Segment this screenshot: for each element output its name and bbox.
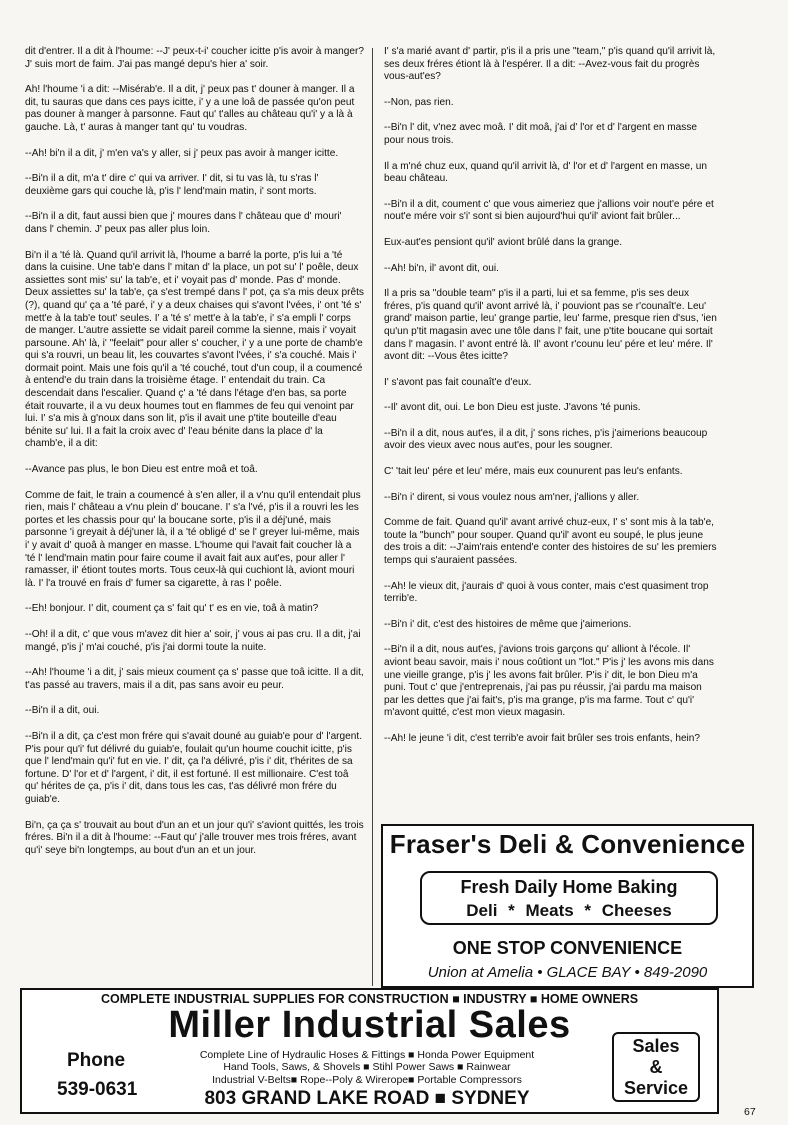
paragraph: --Bi'n il a dit, ça c'est mon frére qui s'avait douné au guiab'e pour d' l'argent. P'is pour qu'i' fut délivré du guiab'e, foulait qu'un houme couchit icitte, p'is que l' lend'main qu'i' fut en vie. I' dit, ça l'a délivré, p'is i' dit, t'hérites de sa fortune. D' l'or et d' l'argent, i' dit, il est fortuné. Il est millionaire. C'est toâ qu' hérites de ça, p'is i' dit, dans tous les cas, t'as délivré mon frére du guiab'e.	[25, 730, 362, 805]
paragraph: --Oh! il a dit, c' que vous m'avez dit hier a' soir, j' vous ai pas cru. Il a dit, j'ai mangé, p'is j' m'ai couché, p'is j'ai dormi toute la nuite.	[25, 628, 361, 653]
miller-ad-name: Miller Industrial Sales	[168, 1004, 571, 1046]
paragraph: --Bi'n il a dit, oui.	[25, 705, 100, 717]
paragraph: --Non, pas rien.	[384, 96, 454, 108]
miller-ad-phone: 539-0631	[57, 1079, 138, 1100]
paragraph: Comme de fait, le train a coumencé à s'en aller, il a v'nu qu'il entendait plus rien, mais l' château a v'nu plein d' boucane. I' s'a l'vé, p'is il a rouvri les les portes et les chassis pour qu' la boucane sorte, p'is il a déj'uné, mais parsonne 'i greyait à déj'uner là, il a 'té obligé d' se l' greyer lui-même, mais i' y avait d' quoâ à manger en masse. L'houme qui l'avait fait coucher là a 'té l' lend'main matin pour faire coume il avait fait aux aut'es, pour aller l' ramasser, il' étiont toutes morts. Tous ceux-là qui cuchiont là, aviont mouri là. I' l'a trouvé en frais d' fumer sa cigarette, à ras l' poêle.	[25, 489, 361, 589]
paragraph: --Bi'n il a dit, faut aussi bien que j' moures dans l' château que d' mouri' dans l' chemin. J' peux pas aller plus loin.	[25, 211, 342, 235]
paragraph: I' s'a marié avant d' partir, p'is il a pris une "team," p'is quand qu'il arrivit là, ses deux fréres étiont là à l'espérer. Il a dit: --Avez-vous fait du progrès vous-aut'es?	[384, 46, 716, 83]
deli-ad-items: Deli * Meats * Cheeses	[466, 901, 672, 920]
deli-ad-title: Fraser's Deli & Convenience	[389, 829, 746, 859]
paragraph: --Ah! l'houme 'i a dit, j' sais mieux coument ça s' passe que toâ icitte. Il a dit, t'as passé au travers, mais il a dit, pas sans avoir eu peur.	[25, 667, 364, 691]
paragraph: --Bi'n il a dit, nous aut'es, j'avions trois garçons qu' alliont à l'école. Il' aviont beau savoir, mais i' nous coûtiont un "lot." P'is j' les avons mis dans une vieille grange, p'is j' les avons fait brûler. P'is i' dit, le bon Dieu m'a puni. Tout c' que j'entreprenais, j'ai pas pu réussir, j'ai pardu ma maison par les dettes que j'ai fait's, p'is ma grange, p'is ma farme. Tout c' qu'i' m'avont quitté, c'est mon vieux magasin.	[384, 644, 714, 719]
paragraph: Comme de fait. Quand qu'il' avant arrivé chuz-eux, I' s' sont mis à la tab'e, toute la "bunch" pour souper. Quand qu'il' avont eu soupé, le plus jeune des trois a dit: --J'aim'rais entend'e conter des histoires de su' les premiers temps qui s'auraient passées.	[384, 517, 717, 567]
paragraph: --Ah! le jeune 'i dit, c'est terrib'e avoir fait brûler ses trois enfants, hein?	[384, 732, 701, 744]
paragraph: --Bi'n i' dit, c'est des histoires de même que j'aimerions.	[384, 618, 632, 630]
paragraph: --Il' avont dit, oui. Le bon Dieu est juste. J'avons 'té punis.	[384, 402, 641, 414]
miller-ad-product-lines	[192, 1049, 542, 1086]
deli-ad-baking: Fresh Daily Home Baking	[460, 877, 678, 897]
paragraph: Ah! l'houme 'i a dit: --Misérab'e. Il a dit, j' peux pas t' douner à manger. Il a dit, tu sauras que dans ces pays icitte, i' y a une loâ de passée qu'on peut pas douner à manger à parsonne. Faut qu' t'alles au château qu'i' y a là à gauche. Là, t' auras à manger tant qu' tu voudras.	[25, 84, 355, 133]
miller-ad-phone-label: Phone	[67, 1050, 126, 1071]
page-number: 67	[744, 1106, 756, 1118]
miller-ad-line: Hand Tools, Saws, & Shovels ■ Stihl Power Saws ■ Rainwear	[223, 1061, 511, 1074]
paragraph: Eux-aut'es pensiont qu'il' aviont brûlé dans la grange.	[384, 236, 623, 248]
miller-ad-top-line: COMPLETE INDUSTRIAL SUPPLIES FOR CONSTRUCTION ■ INDUSTRY ■ HOME OWNERS	[100, 992, 639, 1006]
paragraph: C' 'tait leu' pére et leu' mére, mais eux counurent pas leu's enfants.	[384, 466, 683, 478]
column-divider	[372, 48, 373, 986]
paragraph: Bi'n, ça ça s' trouvait au bout d'un an et un jour qu'i' s'aviont quittés, les trois fréres. Bi'n il a dit à l'houme: --Faut qu' j'alle trouver mes trois fréres, avant qu'i' seye bi'n longtemps, au bout d'un an et un jour.	[25, 819, 364, 856]
miller-ad-service: Service	[623, 1078, 689, 1098]
miller-ad-line: Complete Line of Hydraulic Hoses & Fittings ■ Honda Power Equipment	[199, 1049, 535, 1061]
paragraph: --Bi'n l' dit, v'nez avec moâ. I' dit moâ, j'ai d' l'or et d' l'argent en masse pour nous trois.	[384, 122, 697, 146]
paragraph: --Ah! bi'n, il' avont dit, oui.	[384, 262, 499, 274]
paragraph: --Eh! bonjour. I' dit, coument ça s' fait qu' t' es en vie, toâ à matin?	[25, 603, 319, 615]
paragraph: Il a pris sa "double team" p'is il a parti, lui et sa femme, p'is ses deux fréres, p'is quand qu'il' avont arrivé là, i' pouviont pas se r'counaît'e. Leu' grand' maison partie, leu' grange partie, leu' farme, presque rien d'sus, 'ien qu'un p'tit magasin avec une tôle dans l' fait, une p'tite boucane qui sortait dans l' magasin. I' avont entré là. Il' avont r'counu leu' pére et leu' mére. Il' avont dit: --Vous êtes icitte?	[384, 288, 717, 363]
article-column-right	[384, 46, 717, 759]
paragraph: --Bi'n il a dit, m'a t' dire c' qui va arriver. I' dit, si tu vas là, tu s'ras l' deuxième gars qui couche là, p'is l' lend'main matin, i' sont morts.	[25, 173, 319, 197]
miller-ad-sales: Sales	[632, 1036, 680, 1056]
miller-ad-sales-service-box	[612, 1032, 700, 1102]
deli-ad-address: Union at Amelia • GLACE BAY • 849-2090	[427, 964, 708, 981]
deli-ad-slogan: ONE STOP CONVENIENCE	[452, 938, 683, 958]
miller-ad-line: Industrial V-Belts■ Rope--Poly & Wirerope■ Portable Compressors	[212, 1073, 522, 1086]
paragraph: --Ah! bi'n il a dit, j' m'en va's y aller, si j' peux pas avoir à manger icitte.	[25, 147, 339, 159]
paragraph: --Avance pas plus, le bon Dieu est entre moâ et toâ.	[25, 464, 258, 476]
frasers-deli-advertisement	[381, 824, 754, 988]
paragraph: --Bi'n il a dit, nous aut'es, il a dit, j' sons riches, p'is j'aimerions beaucoup avoir des vieux avec nous aut'es, pour les sougner.	[384, 427, 708, 452]
miller-industrial-advertisement	[20, 988, 719, 1114]
miller-ad-ampersand: &	[649, 1057, 663, 1077]
paragraph: --Bi'n i' dirent, si vous voulez nous am'ner, j'allions y aller.	[384, 491, 640, 503]
article-column-left	[25, 46, 364, 870]
paragraph: I' s'avont pas fait counaît'e d'eux.	[384, 376, 532, 388]
paragraph: Il a m'né chuz eux, quand qu'il arrivit là, d' l'or et d' l'argent en masse, un beau château.	[384, 160, 707, 185]
deli-ad-inner-box	[420, 871, 718, 925]
paragraph: --Bi'n il a dit, coument c' que vous aimeriez que j'allions voir nout'e pére et nout'e mére voir s'i' sont si bien aujourd'hui qu'il' aviont fait brûler...	[384, 198, 714, 223]
paragraph: --Ah! le vieux dit, j'aurais d' quoi à vous conter, mais c'est quasiment trop terrib'e.	[384, 580, 709, 605]
miller-ad-address: 803 GRAND LAKE ROAD ■ SYDNEY	[204, 1088, 530, 1109]
paragraph: Bi'n il a 'té là. Quand qu'il arrivit là, l'houme a barré la porte, p'is lui a 'té dans la cuisine. Une tab'e dans l' mitan d' la place, un pot su' l' poêle, deux assiettes sont mis' su' la tab'e, et i' voyait pas d' monde. Pas d' monde. Deux assiettes su' la tab'e, ça s'est trempé dans l' pot, ça s'a mis deux prêts (?), quand qu' ça a 'té paré, i' y a deux chaises qui s'avont l'vées, i' ont 'té s' mett'e à la tab'e tout' seules. I' a 'té s' mett'e à la tab'e, i' s'a empli l' corps de manger. L'autre assiette se vidait pareil comme la sienne, mais i' voyait parsoune. Ah' là, i' "feelait" pour aller s' coucher, i' y a une porte de chamb'e qui s'a rouvri, un beau lit, les couvartes s'avont l'vées, i' s'a couché. Mais i' dormait point. Mais une fois qu'il a 'té couché, tout d'un coup, il a coumencé à entend'e du train dans la troisième étage. I' entendait du train. Ca descendait dans l'escalier. Quand ç' a 'té dans l'étage d'en bas, sa porte était rouvarte, il a vu deux houmes tout en flammes de feu qui venoint par lui. I' s'a mis à g'noux dans son lit, p'is il avait une p'tite bouteille d'eau bénite su' lui. Il a fait la croix avec d' l'eau bénite dans la place d' la chamb'e, il a dit:	[25, 249, 364, 450]
paragraph: dit d'entrer. Il a dit à l'houme: --J' peux-t-i' coucher icitte p'is avoir à manger? J' suis mort de faim. J'ai pas mangé depu's hier a' soir.	[25, 46, 364, 70]
